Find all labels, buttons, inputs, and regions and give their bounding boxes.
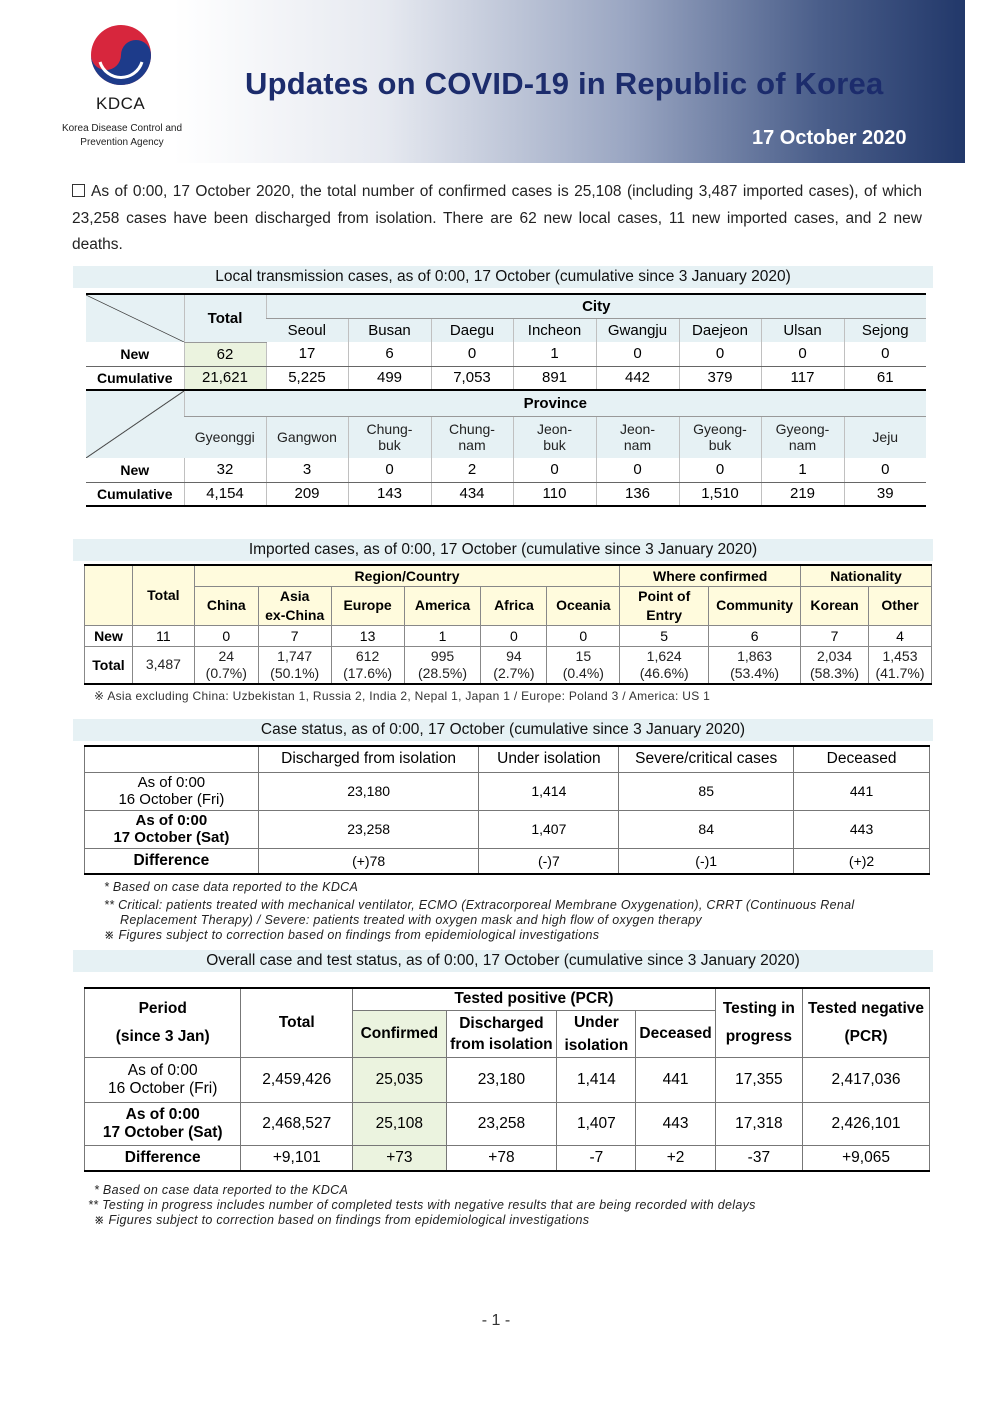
org-full-name: Korea Disease Control and Prevention Agency — [61, 123, 183, 148]
row-label-line: 17 October (Sat) — [113, 829, 230, 846]
overall-testing-header: Testing in progress — [715, 988, 802, 1057]
checkbox-bullet-icon — [72, 184, 85, 197]
imported-corner-cell — [85, 565, 133, 625]
value-cell: 7,053 — [431, 366, 513, 390]
value-cell: 23,180 — [258, 772, 479, 810]
value-cell: +2 — [636, 1145, 715, 1171]
imported-nationality-header: Nationality — [801, 565, 932, 586]
city-name-cell: Seoul — [266, 318, 348, 342]
city-name-cell: Sejong — [844, 318, 926, 342]
city-name-cell: Busan — [348, 318, 431, 342]
value-cell: 209 — [266, 482, 348, 506]
value-cell: 23,258 — [258, 810, 479, 848]
value-cell: 25,035 — [353, 1057, 446, 1102]
value-cell: 1,414 — [557, 1057, 636, 1102]
overall-total-header: Total — [241, 988, 353, 1057]
value-cell — [709, 646, 801, 684]
row-label-line: As of 0:00 — [135, 812, 208, 829]
value-cell: 13 — [331, 625, 404, 646]
row-label — [85, 1057, 241, 1102]
case-status-table — [84, 745, 930, 875]
row-label — [85, 1102, 241, 1145]
province-name-line: Chung- — [366, 421, 413, 438]
value-cell — [868, 646, 931, 684]
value-cell: 25,108 — [353, 1102, 446, 1145]
row-label: Total — [85, 646, 133, 684]
imported-col-header — [258, 586, 331, 625]
row-label — [85, 810, 259, 848]
status-corner-cell — [85, 746, 259, 772]
province-name-cell — [431, 416, 513, 458]
value-cell: 0 — [348, 458, 431, 482]
province-name-cell — [761, 416, 844, 458]
province-name-cell — [844, 416, 926, 458]
value-cell: +73 — [353, 1145, 446, 1171]
row-label: New — [85, 625, 133, 646]
status-col-header: Under isolation — [479, 746, 619, 772]
row-label — [85, 772, 259, 810]
page-title: Updates on COVID-19 in Republic of Korea — [245, 66, 884, 101]
imported-col-header — [868, 586, 931, 625]
province-name-line: Gyeonggi — [194, 429, 255, 446]
city-name-cell: Gwangju — [596, 318, 679, 342]
value-cell: 0 — [547, 625, 620, 646]
local-city-header: City — [266, 294, 926, 318]
col-header-line: Asia — [279, 587, 310, 604]
province-name-line: Gyeong- — [693, 421, 747, 438]
row-label-line: As of 0:00 — [127, 1061, 198, 1079]
value-cell: 0 — [596, 342, 679, 366]
value-cell: 499 — [348, 366, 431, 390]
value-cell: 441 — [794, 772, 930, 810]
value-cell: 1 — [761, 458, 844, 482]
imported-col-header — [547, 586, 620, 625]
province-name-line: Gyeong- — [775, 421, 830, 438]
value-cell: 39 — [844, 482, 926, 506]
value-cell: 32 — [184, 458, 266, 482]
status-col-header: Severe/critical cases — [619, 746, 794, 772]
value-cell: 0 — [761, 342, 844, 366]
row-label-line: 16 October (Fri) — [118, 791, 225, 808]
value-cell: 2,426,101 — [803, 1102, 930, 1145]
local-province-header: Province — [184, 390, 926, 416]
city-name-cell: Incheon — [513, 318, 596, 342]
imported-col-header — [404, 586, 481, 625]
value-number: 995 — [430, 647, 455, 664]
row-label-line: 16 October (Fri) — [108, 1079, 218, 1097]
value-number: 612 — [355, 647, 380, 664]
value-percent: (0.4%) — [562, 664, 604, 681]
imported-region-header: Region/Country — [194, 565, 619, 586]
value-cell: -7 — [557, 1145, 636, 1171]
status-col-header: Discharged from isolation — [258, 746, 479, 772]
value-cell: 2,459,426 — [241, 1057, 353, 1102]
province-name-cell — [596, 416, 679, 458]
value-cell: 443 — [794, 810, 930, 848]
value-cell: 5,225 — [266, 366, 348, 390]
value-cell: 6 — [348, 342, 431, 366]
value-number: 94 — [506, 647, 522, 664]
value-number: 24 — [218, 647, 235, 664]
value-cell: -37 — [715, 1145, 802, 1171]
province-name-cell — [266, 416, 348, 458]
col-header-line: America — [414, 597, 471, 613]
imported-col-header — [481, 586, 547, 625]
overall-section-title: Overall case and test status, as of 0:00, 17 October (cumulative since 3 January 2020) — [73, 950, 933, 972]
province-name-line: Jeju — [872, 429, 899, 446]
value-cell: 2,468,527 — [241, 1102, 353, 1145]
col-header-line: Africa — [494, 597, 534, 613]
row-label-line: 17 October (Sat) — [102, 1123, 223, 1141]
overall-deceased-header: Deceased — [636, 1010, 715, 1057]
province-name-line: nam — [458, 437, 486, 454]
value-cell: 2,417,036 — [803, 1057, 930, 1102]
imported-footnote: ※ Asia excluding China: Uzbekistan 1, Russia 2, India 2, Nepal 1, Japan 1 / Europe: Poland 3 / America: US 1 — [94, 689, 711, 703]
local-section-title: Local transmission cases, as of 0:00, 17 October (cumulative since 3 January 2020) — [73, 266, 933, 288]
province-name-cell — [513, 416, 596, 458]
value-cell: 21,621 — [184, 366, 266, 390]
value-cell: +9,101 — [241, 1145, 353, 1171]
province-name-cell — [679, 416, 761, 458]
value-number: 1,747 — [277, 647, 313, 664]
province-name-line: buk — [543, 437, 566, 454]
imported-col-header — [801, 586, 869, 625]
value-cell: 1,407 — [479, 810, 619, 848]
value-cell — [404, 646, 481, 684]
value-cell: 62 — [184, 342, 266, 366]
province-name-line: Chung- — [449, 421, 495, 438]
row-label-line: As of 0:00 — [125, 1105, 200, 1123]
value-percent: (58.3%) — [810, 664, 860, 681]
value-number: 3,487 — [145, 656, 181, 673]
province-name-cell — [184, 416, 266, 458]
row-label-line: As of 0:00 — [137, 774, 206, 791]
value-cell: 17,355 — [715, 1057, 802, 1102]
value-cell: 434 — [431, 482, 513, 506]
imported-total-header: Total — [132, 565, 194, 625]
province-name-line: nam — [623, 437, 652, 454]
imported-col-header — [194, 586, 258, 625]
value-number: 1,453 — [882, 647, 918, 664]
status-footnotes: * Based on case data reported to the KDCA ** Critical: patients treated with mechanical ventilator, ECMO (Extracorporeal Membrane Oxygenation), CRRT (Continuous Renal Replacement Therapy) / Severe: patients treated with oxygen mask and high flow of oxygen therapy ※ Figures subject to correction based on findings from epidemiological investigations — [104, 880, 855, 942]
value-cell — [132, 646, 194, 684]
province-name-line: buk — [708, 437, 732, 454]
value-cell: 61 — [844, 366, 926, 390]
value-percent: (2.7%) — [493, 664, 535, 681]
province-name-line: Jeon- — [536, 421, 573, 438]
page-header — [0, 0, 965, 163]
value-cell: 891 — [513, 366, 596, 390]
value-cell: 23,180 — [446, 1057, 557, 1102]
value-cell — [194, 646, 258, 684]
value-cell: 85 — [619, 772, 794, 810]
row-label: Cumulative — [86, 366, 184, 390]
value-cell — [547, 646, 620, 684]
intro-paragraph: As of 0:00, 17 October 2020, the total number of confirmed cases is 25,108 (including 3,487 imported cases), of which 23,258 cases have been discharged from isolation. There are 62 new local cases, 11 new imported cases, and 2 new deaths. — [72, 183, 922, 253]
value-percent: (53.4%) — [730, 664, 780, 681]
page-number: - 1 - — [481, 1312, 511, 1329]
value-cell: 0 — [513, 458, 596, 482]
city-name-cell: Ulsan — [761, 318, 844, 342]
province-name-line: nam — [788, 437, 817, 454]
overall-negative-header: Tested negative (PCR) — [803, 988, 930, 1057]
value-cell: 1 — [404, 625, 481, 646]
overall-confirmed-header: Confirmed — [353, 1010, 446, 1057]
value-cell: 441 — [636, 1057, 715, 1102]
value-percent: (41.7%) — [875, 664, 925, 681]
city-name-cell: Daegu — [431, 318, 513, 342]
status-section-title: Case status, as of 0:00, 17 October (cumulative since 3 January 2020) — [73, 719, 933, 741]
city-name-cell: Daejeon — [679, 318, 761, 342]
col-header-line: Europe — [343, 597, 392, 613]
value-cell: 0 — [596, 458, 679, 482]
col-header-line: Entry — [646, 606, 683, 623]
value-percent: (28.5%) — [417, 664, 468, 681]
row-label: Cumulative — [86, 482, 184, 506]
imported-col-header — [620, 586, 709, 625]
value-cell: 443 — [636, 1102, 715, 1145]
org-short-name: KDCA — [96, 94, 146, 113]
province-name-line: Jeon- — [619, 421, 656, 438]
overall-discharged-header: Discharged from isolation — [446, 1010, 557, 1057]
value-cell: 4 — [868, 625, 931, 646]
value-percent: (46.6%) — [639, 664, 689, 681]
row-label: New — [86, 342, 184, 366]
value-cell: 7 — [258, 625, 331, 646]
overall-tested-positive-header: Tested positive (PCR) — [353, 988, 716, 1010]
row-label: Difference — [85, 1145, 241, 1171]
value-cell: 7 — [801, 625, 869, 646]
value-cell: 1,414 — [479, 772, 619, 810]
value-cell: 17 — [266, 342, 348, 366]
report-date: 17 October 2020 — [752, 127, 907, 149]
imported-section-title: Imported cases, as of 0:00, 17 October (cumulative since 3 January 2020) — [73, 539, 933, 561]
value-cell: 0 — [679, 342, 761, 366]
value-cell — [801, 646, 869, 684]
value-cell: (+)2 — [794, 848, 930, 874]
value-cell: 2 — [431, 458, 513, 482]
value-number: 1,863 — [737, 647, 773, 664]
value-cell: 1,510 — [679, 482, 761, 506]
value-cell: 0 — [679, 458, 761, 482]
value-cell — [481, 646, 547, 684]
col-header-line: Other — [881, 597, 919, 613]
row-label: Difference — [85, 848, 259, 874]
value-cell — [258, 646, 331, 684]
province-name-cell — [348, 416, 431, 458]
value-cell: 0 — [844, 342, 926, 366]
value-cell: 3 — [266, 458, 348, 482]
value-cell: 143 — [348, 482, 431, 506]
value-number: 15 — [575, 647, 592, 664]
value-cell: 379 — [679, 366, 761, 390]
value-cell: 1,407 — [557, 1102, 636, 1145]
value-cell: 0 — [431, 342, 513, 366]
value-cell: 136 — [596, 482, 679, 506]
col-header-line: ex-China — [265, 606, 325, 623]
province-name-line: buk — [378, 437, 401, 454]
value-cell: 6 — [709, 625, 801, 646]
value-cell: 84 — [619, 810, 794, 848]
overall-under-header: Under isolation — [557, 1010, 636, 1057]
imported-col-header — [709, 586, 801, 625]
value-cell: 219 — [761, 482, 844, 506]
value-cell: 5 — [620, 625, 709, 646]
overall-footnotes: * Based on case data reported to the KDCA ** Testing in progress includes number of completed tests with negative results that are being recorded with delays ※ Figures subject to correction based on findings from epidemiological investigations — [88, 1183, 756, 1227]
value-cell: 0 — [481, 625, 547, 646]
value-cell: 442 — [596, 366, 679, 390]
col-header-line: Korean — [810, 597, 859, 613]
local-province-corner-cell — [86, 390, 184, 458]
value-percent: (50.1%) — [270, 664, 320, 681]
value-cell: 23,258 — [446, 1102, 557, 1145]
value-cell: (+)78 — [258, 848, 479, 874]
local-total-header: Total — [184, 294, 266, 342]
value-cell: 0 — [194, 625, 258, 646]
local-transmission-table — [86, 293, 926, 507]
value-cell: 0 — [844, 458, 926, 482]
value-percent: (17.6%) — [343, 664, 393, 681]
imported-where-header: Where confirmed — [620, 565, 801, 586]
value-cell: +9,065 — [803, 1145, 930, 1171]
value-cell: 117 — [761, 366, 844, 390]
col-header-line: Oceania — [556, 597, 611, 613]
value-cell: 11 — [132, 625, 194, 646]
value-cell: +78 — [446, 1145, 557, 1171]
overall-test-table — [84, 987, 930, 1172]
province-name-line: Gangwon — [277, 429, 337, 446]
value-cell: 1 — [513, 342, 596, 366]
row-label: New — [86, 458, 184, 482]
value-cell: (-)1 — [619, 848, 794, 874]
imported-col-header — [331, 586, 404, 625]
value-percent: (0.7%) — [205, 664, 247, 681]
value-cell: 17,318 — [715, 1102, 802, 1145]
value-cell — [331, 646, 404, 684]
imported-cases-table — [84, 564, 932, 685]
col-header-line: China — [206, 597, 246, 613]
value-number: 1,624 — [646, 647, 682, 664]
value-cell: 4,154 — [184, 482, 266, 506]
value-number: 2,034 — [817, 647, 853, 664]
value-cell: 110 — [513, 482, 596, 506]
local-corner-cell — [86, 294, 184, 342]
col-header-line: Point of — [638, 587, 691, 604]
value-cell: (-)7 — [479, 848, 619, 874]
overall-period-header: Period (since 3 Jan) — [85, 988, 241, 1057]
status-col-header: Deceased — [794, 746, 930, 772]
col-header-line: Community — [716, 597, 794, 613]
value-cell — [620, 646, 709, 684]
kdca-logo-icon — [88, 22, 154, 88]
